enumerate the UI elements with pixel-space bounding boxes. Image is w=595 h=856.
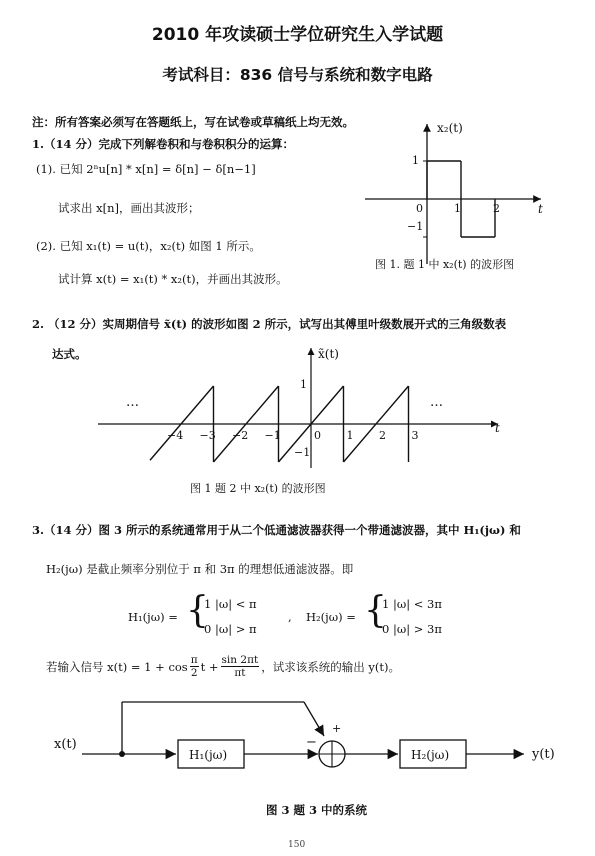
h1-case-2: 0 |ω| > π [204,622,257,636]
exam-note: 注：所有答案必须写在答题纸上，写在试卷或草稿纸上均无效。 [32,115,354,129]
q2-ellipsis-right: … [430,395,443,410]
page-number: 150 [288,840,306,850]
h1-case-1: 1 |ω| < π [204,597,257,611]
h-separator: , [288,610,292,624]
q1-ytick-1: 1 [412,154,419,167]
q2-ramp-0 [150,386,214,460]
q2-figure [90,340,510,500]
adder-minus: − [306,735,317,750]
q1-x-label: t [538,202,543,216]
exam-title: 2010 年攻读硕士学位研究生入学试题 [151,25,444,45]
q2-xtick-1: −3 [199,429,216,442]
exam-subject: 考试科目：836 信号与系统和数字电路 [162,66,433,84]
q1-figure [355,116,555,276]
q1-part2-given: (2). 已知 x₁(t) = u(t)，x₂(t) 如图 1 所示。 [36,239,261,253]
q2-ytick-1: 1 [300,378,307,391]
q2-xtick-7: 3 [411,429,419,442]
q2-heading-cont: 达式。 [52,347,87,361]
h1-block-label: H₁(jω) [189,748,228,762]
q3-figure-caption: 图 3 题 3 中的系统 [266,803,368,817]
q2-xtick-3: −1 [264,429,281,442]
q2-heading: 2. （12 分）实周期信号 x̃(t) 的波形如图 2 所示，试写出其傅里叶级数展开式的三角级数表 [32,317,507,331]
q1-ytick-neg1: −1 [407,220,424,233]
q2-x-ticks [167,429,419,442]
h2-case-1: 1 |ω| < 3π [382,597,442,611]
q2-xtick-4: 0 [314,429,321,442]
q1-part1-task: 试求出 x[n]，画出其波形； [58,201,200,215]
q1-figure-caption: 图 1. 题 1 中 x₂(t) 的波形图 [375,258,515,271]
q2-y-label: x̃(t) [318,347,339,361]
q2-ytick-neg1: −1 [294,446,311,459]
q2-xtick-0: −4 [167,429,184,442]
q1-part2-task: 试计算 x(t) = x₁(t) * x₂(t)，并画出其波形。 [58,272,288,286]
q3-input-tail: ，试求该系统的输出 y(t)。 [261,659,400,674]
q1-y-label: x₂(t) [437,121,463,135]
q2-ellipsis-left: … [126,395,139,410]
q1-xtick-0: 0 [416,202,423,215]
h2-block-label: H₂(jω) [411,748,450,762]
q2-x-label: t [495,421,500,435]
block-output-label: y(t) [532,747,555,762]
q2-xtick-2: −2 [232,429,249,442]
q3-input-lead: 若输入信号 x(t) = 1 + cos [46,659,188,674]
block-input-label: x(t) [54,737,77,752]
q1-part1-given: (1). 已知 2ⁿu[n] * x[n] = δ[n] − δ[n−1] [36,162,256,176]
q3-input-signal [46,654,400,679]
q2-xtick-5: 1 [346,429,354,442]
h1-label: H₁(jω) = [128,610,178,624]
h1-brace: { [186,590,209,631]
q3-heading: 3.（14 分）图 3 所示的系统通常用于从二个低通滤波器获得一个带通滤波器，其中 H₁(jω) 和 [32,523,521,537]
q2-xtick-6: 2 [379,429,386,442]
q1-xtick-1: 1 [454,202,461,215]
q3-block-diagram [40,692,580,788]
q3-frac-1: π 2 [190,654,198,679]
q1-heading: 1.（14 分）完成下列解卷积和与卷积积分的运算： [32,137,295,151]
h2-label: H₂(jω) = [306,610,356,624]
q3-frac-1-tail: t + [200,659,219,674]
q2-figure-caption: 图 1 题 2 中 x₂(t) 的波形图 [190,482,326,495]
q1-xtick-2: 2 [493,202,500,215]
q3-heading-cont: H₂(jω) 是截止频率分别位于 π 和 3π 的理想低通滤波器。即 [46,562,354,576]
wire-feed [304,702,324,736]
adder-plus: + [332,722,342,735]
h2-brace: { [364,590,387,631]
q3-frac-2: $\frac{\sin 2\pi t}{\pi t}$ [221,654,259,679]
h2-case-2: 0 |ω| > 3π [382,622,442,636]
